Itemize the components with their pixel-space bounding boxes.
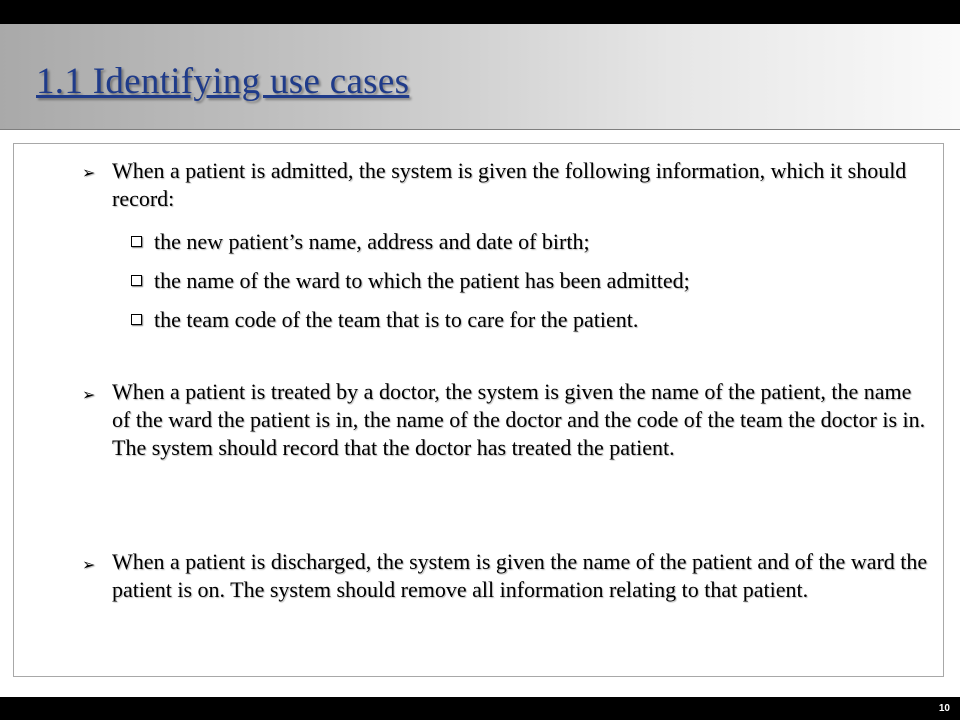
top-bar bbox=[0, 0, 960, 24]
slide-title: 1.1 Identifying use cases bbox=[36, 61, 410, 102]
bottom-bar bbox=[0, 697, 960, 720]
arrowhead-bullet-icon: ➢ bbox=[82, 557, 96, 574]
hollow-square-bullet-icon bbox=[131, 236, 142, 247]
bullet-admitted: When a patient is admitted, the system is given the following information, which it should record: bbox=[112, 158, 907, 211]
page-number: 10 bbox=[938, 703, 950, 714]
bullet-treated: When a patient is treated by a doctor, the system is given the name of the patient, the name of the ward the patient is in, the name of the doctor and the code of the team the doctor is in. The system should record that the doctor has treated the patient. bbox=[112, 379, 926, 460]
hollow-square-bullet-icon bbox=[131, 275, 142, 286]
sub-item-team-code: the team code of the team that is to care for the patient. bbox=[154, 307, 639, 332]
sub-item-ward-name: the name of the ward to which the patient has been admitted; bbox=[154, 268, 690, 293]
sub-item-patient-details: the new patient’s name, address and date of birth; bbox=[154, 229, 590, 254]
arrowhead-bullet-icon: ➢ bbox=[82, 165, 96, 182]
bullet-discharged: When a patient is discharged, the system is given the name of the patient and of the ward the patient is on. The system should remove all information relating to that patient. bbox=[112, 549, 928, 602]
hollow-square-bullet-icon bbox=[131, 314, 142, 325]
arrowhead-bullet-icon: ➢ bbox=[82, 387, 96, 404]
